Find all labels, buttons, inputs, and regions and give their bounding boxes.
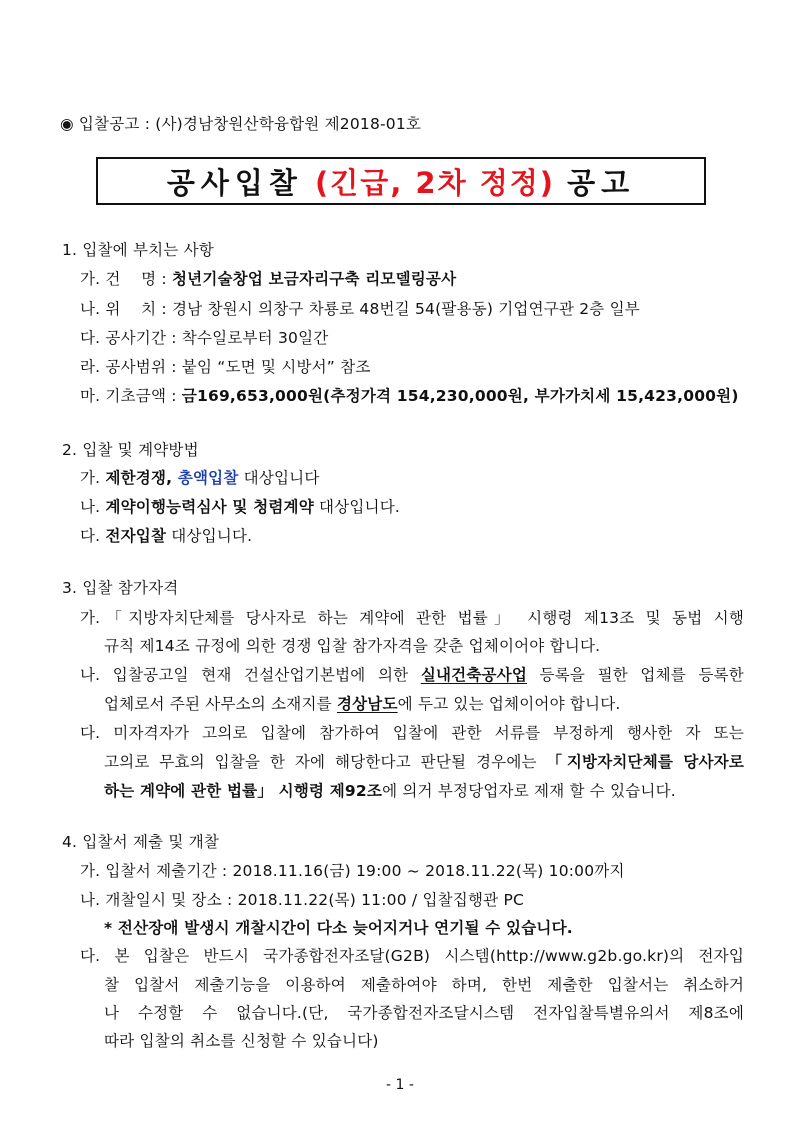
e-bid-notice-line3: 나 수정할 수 없습니다.(단, 국가종합전자조달시스템 전자입찰특별유의서 제8조에 xyxy=(104,1004,744,1022)
announcement-header xyxy=(60,114,421,134)
base-price-value: 금169,653,000원(추정가격 154,230,000원, 부가가치세 15,423,000원) xyxy=(181,387,739,405)
qualification-b-line2: 업체로서 주된 사무소의 소재지를 경상남도에 두고 있는 업체이어야 합니다. xyxy=(104,695,621,713)
qualification-c-line3: 하는 계약에 관한 법률」 시행령 제92조에 의거 부정당업자로 제재 할 수 있습니다. xyxy=(104,782,676,800)
qualification-b-line1: 나. 입찰공고일 현재 건설산업기본법에 의한 실내건축공사업 등록을 필한 업체를 등록한 xyxy=(80,666,744,684)
delay-notice: * 전산장애 발생시 개찰시간이 다소 늦어지거나 연기될 수 있습니다. xyxy=(104,919,573,937)
item-contract-method: 가. 제한경쟁, 총액입찰 대상입니다 xyxy=(80,469,320,487)
page-number: - 1 - xyxy=(386,1077,414,1093)
section1-heading: 1. 입찰에 부치는 사항 xyxy=(62,241,214,259)
e-bid-notice-line2: 찰 입찰서 제출기능을 이용하여 제출하여야 하며, 한번 제출한 입찰서는 취소하거 xyxy=(104,976,744,994)
opening-datetime: 나. 개찰일시 및 장소 : 2018.11.22(목) 11:00 / 입찰집행관 PC xyxy=(80,891,525,909)
e-bid-notice-line4: 따라 입찰의 취소를 신청할 수 있습니다) xyxy=(104,1032,379,1050)
qualification-c-line1: 다. 미자격자가 고의로 입찰에 참가하여 입찰에 관한 서류를 부정하게 행사한 자 또는 xyxy=(80,724,744,742)
bullet-icon: ◉ xyxy=(60,115,74,133)
title-highlight: (긴급, 2차 정정) xyxy=(315,165,555,200)
location-value: 경남 창원시 의창구 차룡로 48번길 54(팔용동) 기업연구관 2층 일부 xyxy=(171,300,640,318)
period-value: 착수일로부터 30일간 xyxy=(181,329,329,347)
title-main: 공사입찰 xyxy=(166,165,303,200)
item-location: 나. 위 치 : 경남 창원시 의창구 차룡로 48번길 54(팔용동) 기업연구관 2층 일부 xyxy=(80,300,640,318)
item-e-bid: 다. 전자입찰 대상입니다. xyxy=(80,527,253,545)
qualification-c-line2: 고의로 무효의 입찰을 한 자에 해당한다고 판단될 경우에는 「지방자치단체를 당사자로 xyxy=(104,753,745,771)
item-base-price: 마. 기초금액 : 금169,653,000원(추정가격 154,230,000원, 부가가치세 15,423,000원) xyxy=(80,387,739,405)
license-type: 실내건축공사업 xyxy=(420,666,528,684)
page-title xyxy=(96,157,706,205)
section4-heading: 4. 입찰서 제출 및 개찰 xyxy=(62,833,220,851)
announcement-number: 입찰공고 : (사)경남창원산학융합원 제2018-01호 xyxy=(78,115,422,133)
item-period: 다. 공사기간 : 착수일로부터 30일간 xyxy=(80,329,329,347)
submission-period: 가. 입찰서 제출기간 : 2018.11.16(금) 19:00 ~ 2018.11.22(목) 10:00까지 xyxy=(80,862,625,880)
section3-heading: 3. 입찰 참가자격 xyxy=(62,579,179,597)
item-integrity-contract: 나. 계약이행능력심사 및 청렴계약 대상입니다. xyxy=(80,498,401,516)
title-suffix: 공고 xyxy=(567,165,636,200)
item-scope: 라. 공사범위 : 붙임 “도면 및 시방서” 참조 xyxy=(80,358,371,376)
qualification-a-line1: 가.「지방자치단체를 당사자로 하는 계약에 관한 법률」 시행령 제13조 및 동법 시행 xyxy=(80,609,744,627)
item-project-name: 가. 건 명 : 청년기술창업 보금자리구축 리모델링공사 xyxy=(80,270,457,288)
e-bid-notice-line1: 다. 본 입찰은 반드시 국가종합전자조달(G2B) 시스템(http://www.g2b.go.kr)의 전자입 xyxy=(80,947,744,965)
project-name-value: 청년기술창업 보금자리구축 리모델링공사 xyxy=(171,270,457,288)
region-name: 경상남도 xyxy=(336,695,398,713)
qualification-a-line2: 규칙 제14조 규정에 의한 경쟁 입찰 참가자격을 갖춘 업체이어야 합니다. xyxy=(104,637,601,655)
lump-sum-bid: 총액입찰 xyxy=(177,469,239,487)
scope-value: 붙임 “도면 및 시방서” 참조 xyxy=(181,358,371,376)
section2-heading: 2. 입찰 및 계약방법 xyxy=(62,441,199,459)
